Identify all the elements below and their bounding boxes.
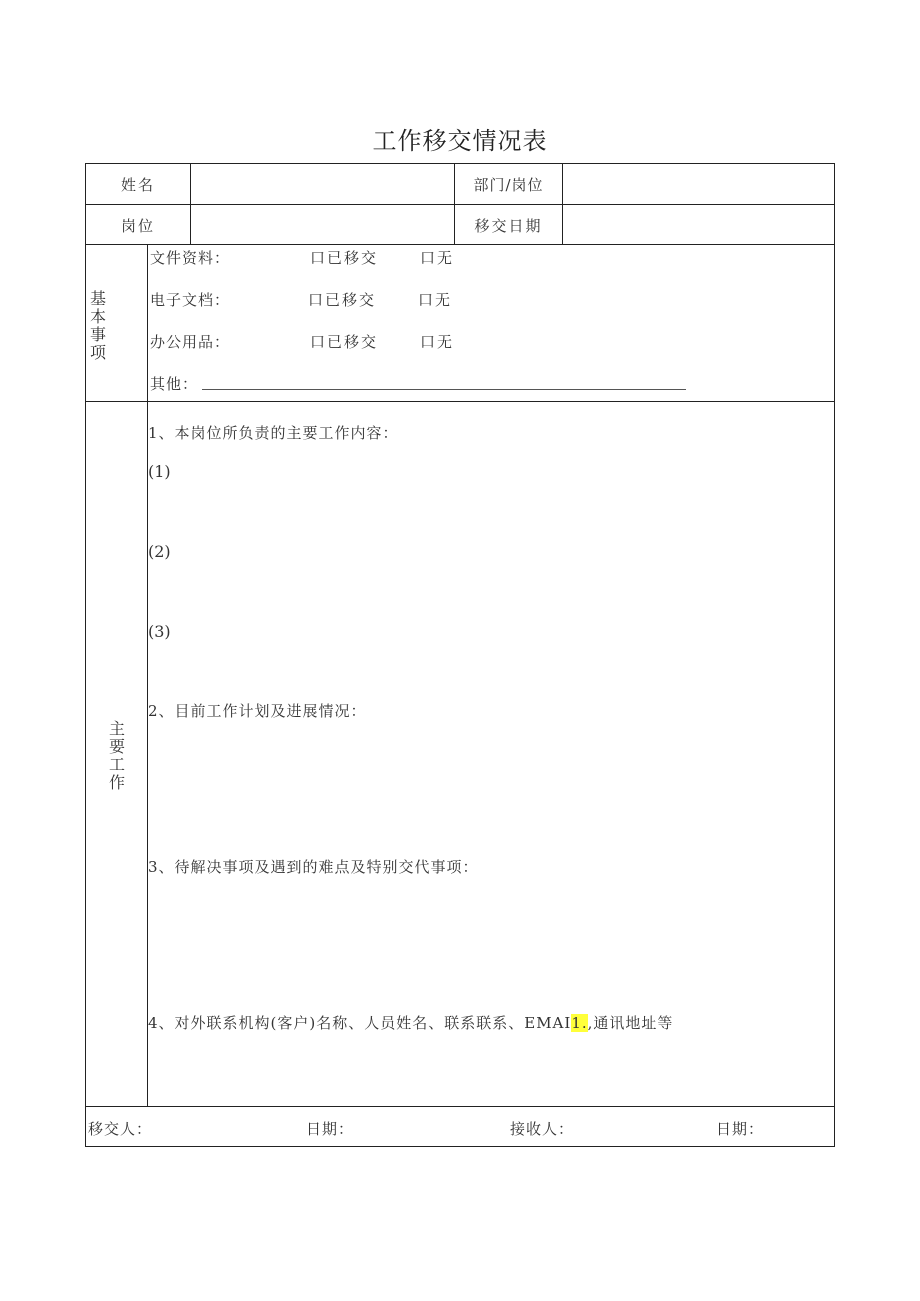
sub-item-3: (3) — [148, 622, 171, 641]
basic-item-label: 电子文档： — [150, 291, 231, 309]
basic-item-label: 文件资料： — [150, 249, 231, 267]
dept-field[interactable] — [563, 165, 833, 203]
basic-item-none-checkbox[interactable]: 口无 — [418, 291, 453, 309]
post-label: 岗位 — [120, 217, 155, 235]
post-field[interactable] — [191, 205, 453, 243]
dept-label: 部门/岗位 — [473, 176, 544, 194]
sub-item-1: (1) — [148, 462, 171, 481]
basic-item-label: 办公用品： — [150, 333, 231, 351]
question-4 — [148, 1012, 673, 1033]
basic-item-none-checkbox[interactable]: 口无 — [420, 249, 455, 267]
question-3: 3、待解决事项及遇到的难点及特别交代事项： — [148, 858, 479, 876]
question-2: 2、目前工作计划及进展情况： — [148, 702, 367, 720]
row-divider-4 — [86, 1106, 834, 1107]
basic-section-label: 基本事项 — [89, 289, 106, 362]
other-label: 其他： — [150, 375, 199, 393]
date1-label: 日期： — [306, 1120, 355, 1138]
name-field[interactable] — [191, 165, 453, 203]
transferor-label: 移交人： — [88, 1120, 153, 1138]
question-1: 1、本岗位所负责的主要工作内容： — [148, 424, 399, 442]
main-section-label: 主要工作 — [108, 719, 125, 792]
basic-item-transferred-checkbox[interactable]: 口已移交 — [310, 333, 379, 351]
question-4-suffix: ,通讯地址等 — [587, 1014, 674, 1032]
date-field[interactable] — [563, 205, 833, 243]
highlighted-text: 1. — [571, 1014, 588, 1032]
date-label: 移交日期 — [474, 217, 543, 235]
basic-item-transferred-checkbox[interactable]: 口已移交 — [310, 249, 379, 267]
row-divider-2 — [86, 244, 834, 245]
receiver-label: 接收人： — [510, 1120, 575, 1138]
sub-item-2: (2) — [148, 542, 171, 561]
handover-form — [85, 163, 835, 1147]
section-divider — [147, 244, 148, 1106]
other-input-line[interactable] — [202, 389, 686, 390]
name-label: 姓名 — [120, 176, 155, 194]
date2-label: 日期： — [716, 1120, 765, 1138]
basic-item-none-checkbox[interactable]: 口无 — [420, 333, 455, 351]
page-title: 工作移交情况表 — [372, 127, 548, 155]
question-4-text: 4、对外联系机构(客户)名称、人员姓名、联系联系、EMAI — [148, 1014, 572, 1032]
row-divider-3 — [86, 401, 834, 402]
basic-item-transferred-checkbox[interactable]: 口已移交 — [308, 291, 377, 309]
